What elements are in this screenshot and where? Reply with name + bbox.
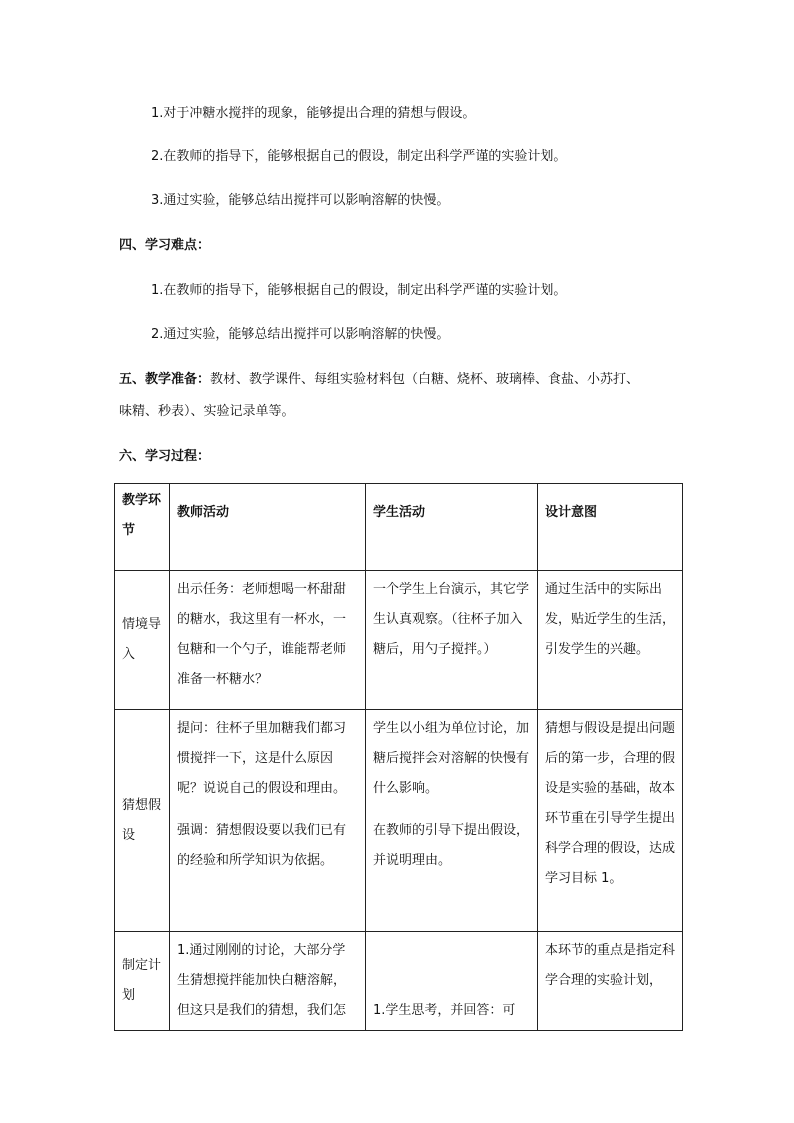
difficulty-item-1: 1.在教师的指导下，能够根据自己的假设，制定出科学严谨的实验计划。 [151, 283, 567, 298]
process-table [114, 483, 683, 1031]
teacher-cell [170, 571, 366, 710]
table-header-row [115, 484, 683, 571]
intent-cell: 通过生活中的实际出发，贴近学生的生活，引发学生的兴趣。 [538, 571, 683, 710]
objective-item-1: 1.对于冲糖水搅拌的现象，能够提出合理的猜想与假设。 [151, 106, 476, 121]
section6-heading: 六、学习过程： [119, 449, 211, 464]
section5-line [119, 370, 639, 390]
header-stage: 教学环节 [115, 484, 170, 571]
stage-cell: 猜想假设 [115, 710, 170, 932]
student-cell [366, 932, 538, 1031]
section5-text-1: 教材、教学课件、每组实验材料包（白糖、烧杯、玻璃棒、食盐、小苏打、 [210, 372, 640, 387]
table-row [115, 710, 683, 932]
teacher-text: 出示任务：老师想喝一杯甜甜的糖水，我这里有一杯水，一包糖和一个勺子，谁能帮老师准备一杯糖水？ [177, 582, 347, 687]
stage-cell: 情境导入 [115, 571, 170, 710]
student-text: 在教师的引导下提出假设，并说明理由。 [373, 823, 530, 868]
intent-cell: 猜想与假设是提出问题后的第一步，合理的假设是实验的基础，故本环节重在引导学生提出科学合理的假设，达成学习目标 1。 [538, 710, 683, 932]
student-text: 学生以小组为单位讨论，加糖后搅拌会对溶解的快慢有什么影响。 [373, 721, 530, 796]
teacher-text: 提问：往杯子里加糖我们都习惯搅拌一下，这是什么原因呢？说说自己的假设和理由。 [177, 721, 347, 796]
header-teacher: 教师活动 [170, 484, 366, 571]
section5-heading: 五、教学准备： [119, 372, 211, 387]
header-student: 学生活动 [366, 484, 538, 571]
student-cell [366, 710, 538, 932]
intent-cell: 本环节的重点是指定科学合理的实验计划， [538, 932, 683, 1031]
difficulty-item-2: 2.通过实验，能够总结出搅拌可以影响溶解的快慢。 [151, 327, 450, 342]
objective-item-2: 2.在教师的指导下，能够根据自己的假设，制定出科学严谨的实验计划。 [151, 149, 567, 164]
student-text: 1.学生思考，并回答：可 [373, 1003, 516, 1018]
table-row [115, 932, 683, 1031]
table-row [115, 571, 683, 710]
teacher-cell [170, 710, 366, 932]
header-intent: 设计意图 [538, 484, 683, 571]
student-text: 一个学生上台演示，其它学生认真观察。（往杯子加入糖后，用勺子搅拌。） [373, 582, 530, 657]
objective-item-3: 3.通过实验，能够总结出搅拌可以影响溶解的快慢。 [151, 193, 450, 208]
teacher-cell [170, 932, 366, 1031]
teacher-text: 1.通过刚刚的讨论，大部分学生猜想搅拌能加快白糖溶解，但这只是我们的猜想，我们怎 [177, 943, 347, 1018]
section5-text-2: 味精、秒表）、实验记录单等。 [119, 404, 295, 419]
teacher-text: 强调：猜想假设要以我们已有的经验和所学知识为依据。 [177, 823, 347, 868]
stage-cell: 制定计划 [115, 932, 170, 1031]
section4-heading: 四、学习难点： [119, 238, 211, 253]
student-cell [366, 571, 538, 710]
